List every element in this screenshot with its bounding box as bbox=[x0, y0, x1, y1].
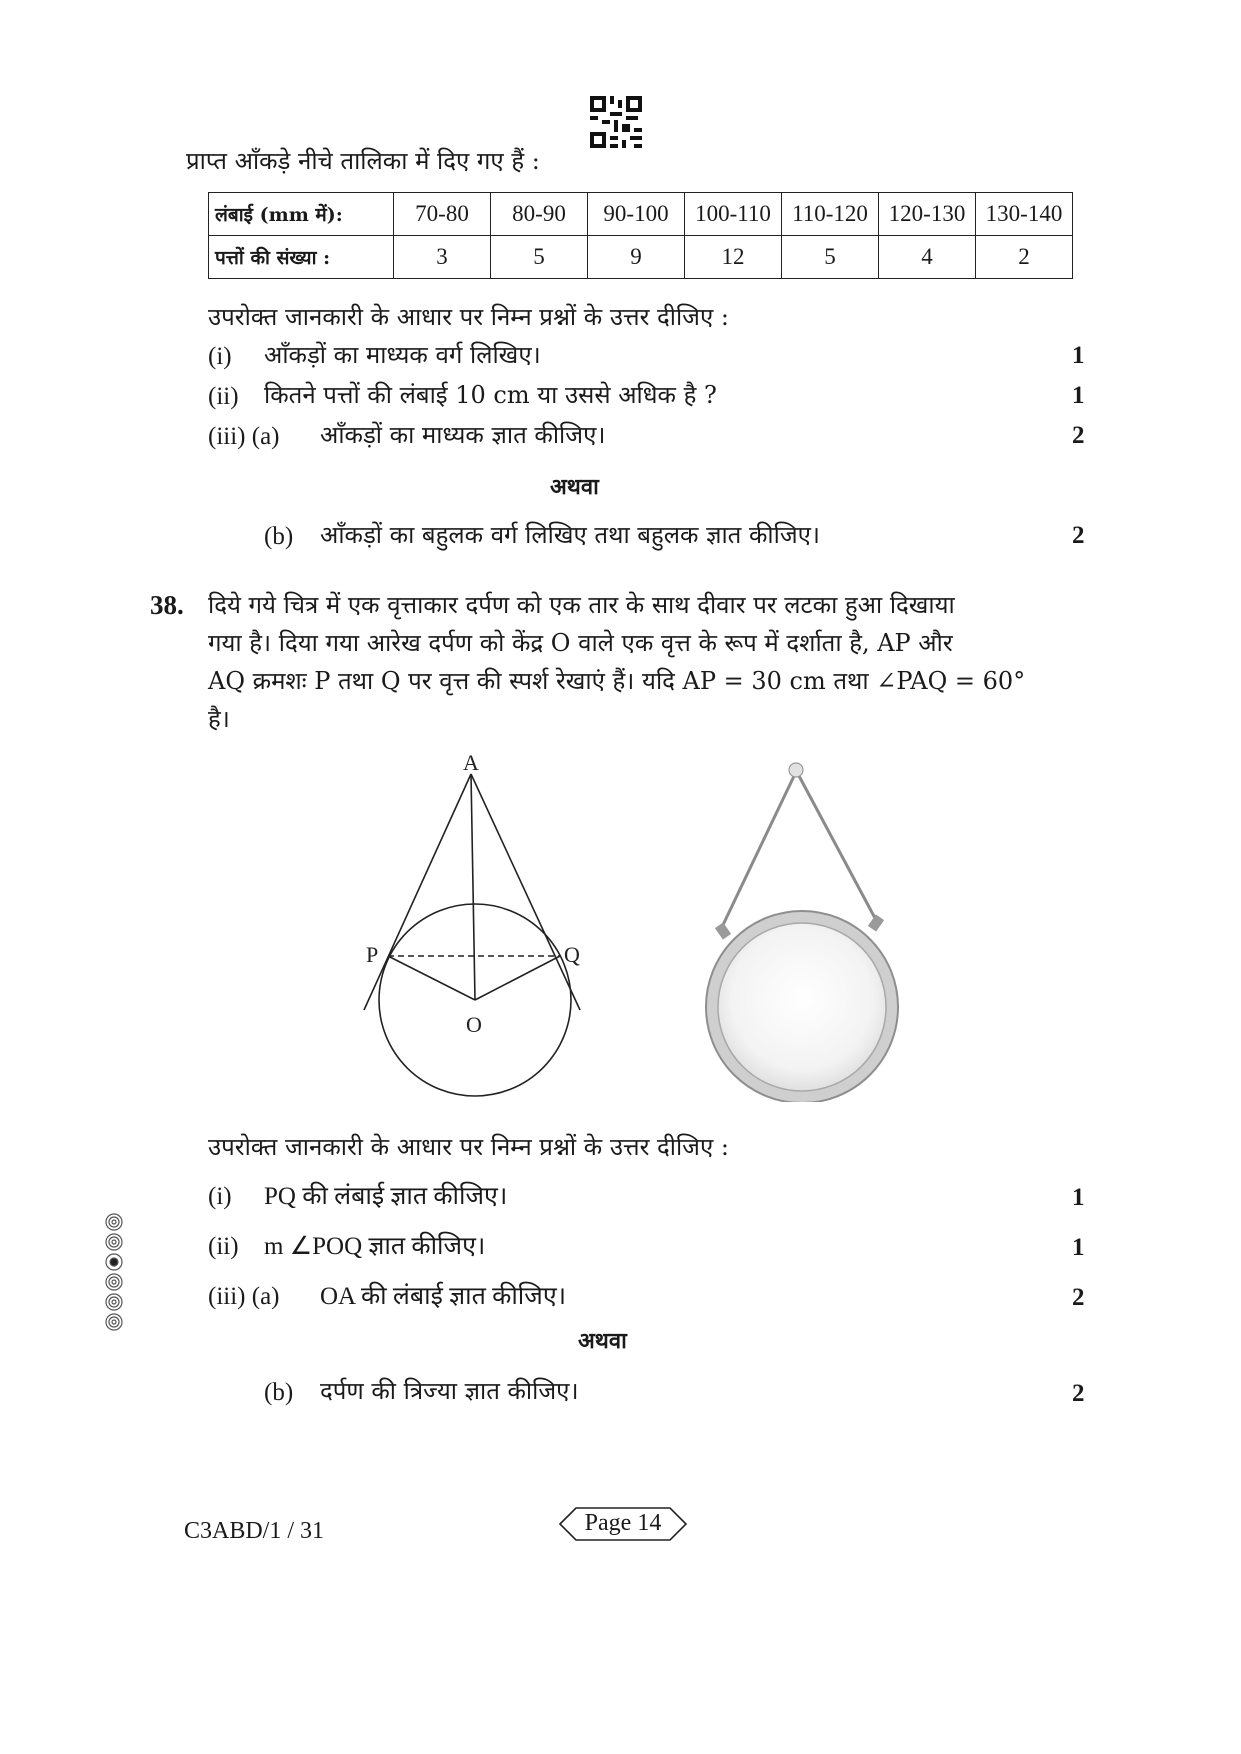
marks: 1 bbox=[1072, 382, 1085, 409]
or-label: अथवा bbox=[578, 1328, 627, 1354]
label-q: Q bbox=[564, 942, 580, 967]
line-ao bbox=[471, 774, 475, 1000]
table-cell: 120-130 bbox=[879, 193, 976, 236]
q37-item-num: (iii) (a) bbox=[208, 423, 280, 450]
q38-text-line: गया है। दिया गया आरेख दर्पण को केंद्र O वाले एक वृत्त के रूप में दर्शाता है, AP और bbox=[208, 629, 953, 657]
q37-alt-num: (b) bbox=[264, 523, 294, 550]
table-cell: 100-110 bbox=[685, 193, 782, 236]
table-cell: 9 bbox=[588, 236, 685, 279]
spiral-marker-icon bbox=[104, 1212, 124, 1332]
table-cell: 3 bbox=[394, 236, 491, 279]
row-header-length: लंबाई (mm में): bbox=[209, 193, 394, 236]
q37-item-text: कितने पत्तों की लंबाई 10 cm या उससे अधिक है ? bbox=[264, 381, 717, 409]
marks: 1 bbox=[1072, 1234, 1085, 1261]
q37-instruction: उपरोक्त जानकारी के आधार पर निम्न प्रश्नों के उत्तर दीजिए : bbox=[208, 303, 729, 331]
strap-clip bbox=[868, 914, 884, 931]
marks: 2 bbox=[1072, 422, 1085, 449]
q38-item-num: (ii) bbox=[208, 1233, 239, 1260]
q37-alt-text: आँकड़ों का बहुलक वर्ग लिखिए तथा बहुलक ज्ञात कीजिए। bbox=[320, 521, 821, 549]
page-number: Page 14 bbox=[584, 1510, 662, 1536]
marks: 2 bbox=[1072, 522, 1085, 549]
q38-text-line: है। bbox=[208, 705, 230, 733]
tangent-line-ap bbox=[364, 774, 471, 1010]
label-a: A bbox=[463, 750, 479, 775]
q38-item-num: (iii) (a) bbox=[208, 1283, 280, 1310]
wall-hook-icon bbox=[789, 763, 803, 777]
q37-item-text: आँकड़ों का माध्यक ज्ञात कीजिए। bbox=[320, 421, 606, 449]
paper-code: C3ABD/1 / 31 bbox=[184, 1518, 325, 1544]
qr-code-icon bbox=[590, 96, 642, 148]
table-cell: 4 bbox=[879, 236, 976, 279]
hanging-mirror-image bbox=[690, 752, 920, 1102]
radius-op bbox=[388, 956, 475, 1000]
table-cell: 5 bbox=[491, 236, 588, 279]
table-cell: 70-80 bbox=[394, 193, 491, 236]
q38-alt-num: (b) bbox=[264, 1379, 294, 1406]
table-row bbox=[209, 193, 1073, 236]
marks: 1 bbox=[1072, 1184, 1085, 1211]
table-cell: 80-90 bbox=[491, 193, 588, 236]
question-number: 38. bbox=[150, 590, 184, 620]
q38-item-text: m ∠POQ ज्ञात कीजिए। bbox=[264, 1233, 486, 1260]
leaf-length-table bbox=[208, 192, 1073, 279]
table-cell: 2 bbox=[976, 236, 1073, 279]
table-cell: 110-120 bbox=[782, 193, 879, 236]
row-header-count: पत्तों की संख्या : bbox=[209, 236, 394, 279]
q38-item-text: OA की लंबाई ज्ञात कीजिए। bbox=[320, 1283, 567, 1310]
table-intro: प्राप्त आँकड़े नीचे तालिका में दिए गए हैं : bbox=[186, 147, 540, 175]
hanging-strap-left bbox=[722, 774, 795, 927]
table-row bbox=[209, 236, 1073, 279]
table-cell: 90-100 bbox=[588, 193, 685, 236]
label-o: O bbox=[466, 1012, 482, 1037]
marks: 2 bbox=[1072, 1380, 1085, 1407]
table-cell: 12 bbox=[685, 236, 782, 279]
q37-item-num: (i) bbox=[208, 343, 232, 370]
tangent-circle-diagram bbox=[350, 750, 610, 1100]
q38-text-line: AQ क्रमशः P तथा Q पर वृत्त की स्पर्श रेखाएं हैं। यदि AP = 30 cm तथा ∠PAQ = 60° bbox=[208, 667, 1026, 695]
hanging-strap-right bbox=[798, 774, 876, 920]
q38-instruction: उपरोक्त जानकारी के आधार पर निम्न प्रश्नों के उत्तर दीजिए : bbox=[208, 1133, 729, 1161]
q38-item-num: (i) bbox=[208, 1183, 232, 1210]
q38-item-text: PQ की लंबाई ज्ञात कीजिए। bbox=[264, 1183, 508, 1210]
radius-oq bbox=[475, 956, 560, 1000]
marks: 1 bbox=[1072, 342, 1085, 369]
q38-alt-text: दर्पण की त्रिज्या ज्ञात कीजिए। bbox=[320, 1377, 579, 1405]
table-cell: 130-140 bbox=[976, 193, 1073, 236]
or-label: अथवा bbox=[550, 474, 599, 500]
table-cell: 5 bbox=[782, 236, 879, 279]
label-p: P bbox=[366, 942, 379, 967]
q37-item-text: आँकड़ों का माध्यक वर्ग लिखिए। bbox=[264, 341, 541, 369]
q38-text-line: दिये गये चित्र में एक वृत्ताकार दर्पण को एक तार के साथ दीवार पर लटका हुआ दिखाया bbox=[208, 591, 955, 619]
marks: 2 bbox=[1072, 1284, 1085, 1311]
mirror-glass bbox=[718, 923, 886, 1091]
strap-clip bbox=[715, 922, 731, 939]
q37-item-num: (ii) bbox=[208, 383, 239, 410]
